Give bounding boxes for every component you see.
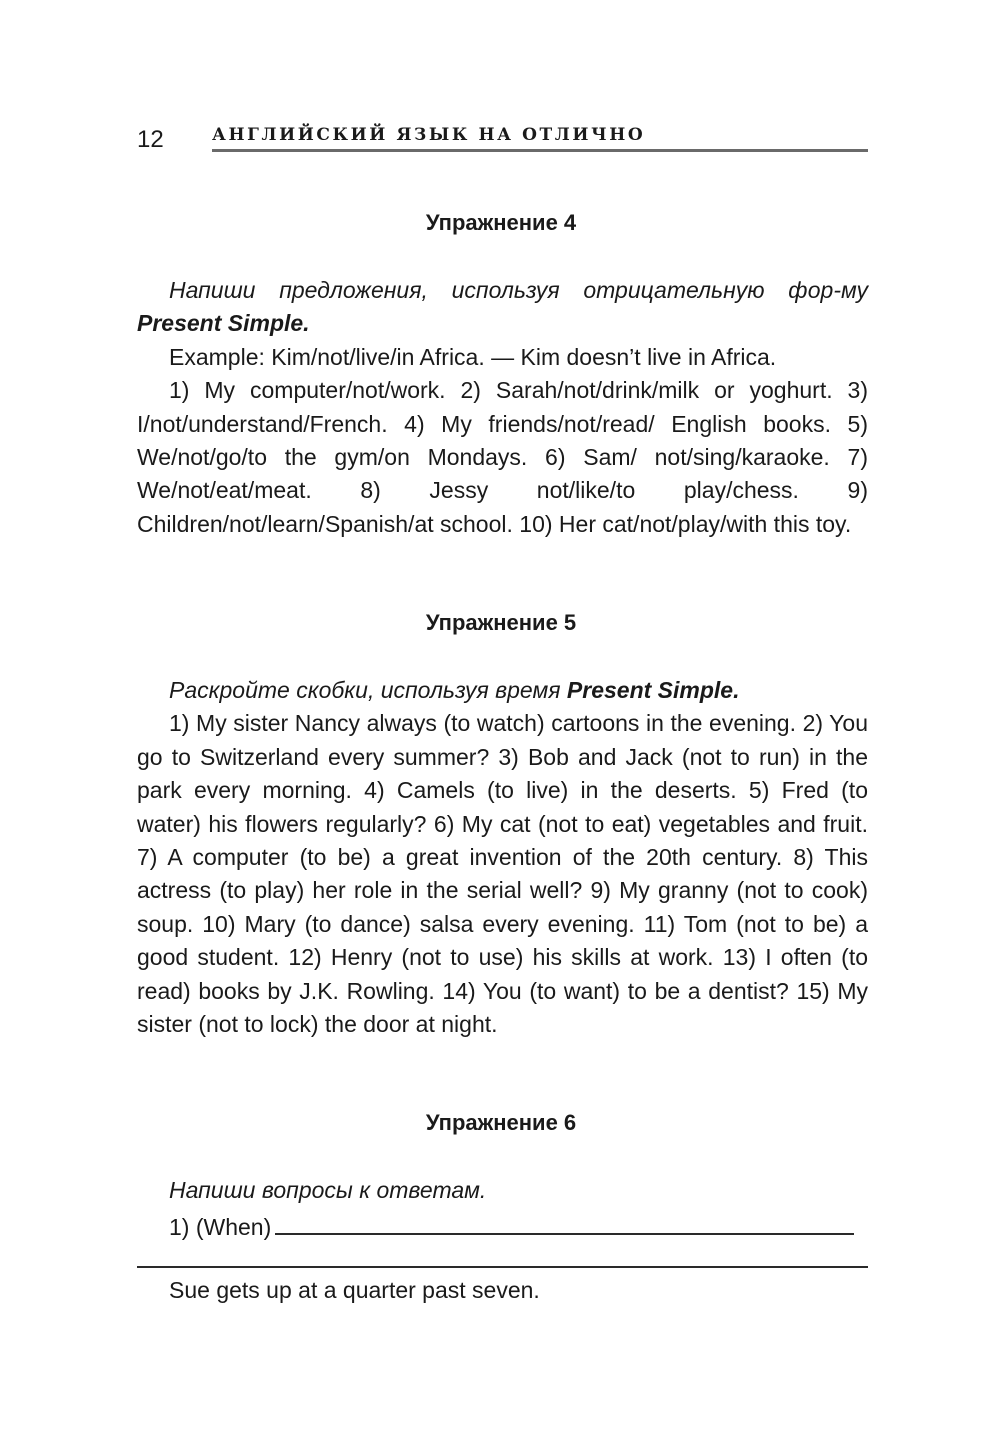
running-title: АНГЛИЙСКИЙ ЯЗЫК НА ОТЛИЧНО — [212, 125, 646, 145]
header-rule — [212, 149, 868, 152]
exercise-4-example: Example: Kim/not/live/in Africa. — Kim doesn’t live in Africa. — [169, 343, 777, 370]
exercise-5-instruction-text: Раскройте скобки, используя время — [169, 677, 567, 703]
exercise-6-item-1-answer: Sue gets up at a quarter past seven. — [169, 1277, 540, 1303]
exercise-5-tasks: 1) My sister Nancy always (to watch) cartoons in the evening. 2) You go to Switzerland every summer? 3) Bob and Jack (not to run) in the park every morning. 4) Camels (to live) in the deserts. 5) Fred (to water) his flowers regularly? 6) My cat (not to eat) vegetables and fruit. 7) A computer (to be) a great invention of the 20th century. 8) This actress (to play) her role in the serial well? 9) My granny (not to cook) soup. 10) Mary (to dance) salsa every evening. 11) Tom (not to be) a good student. 12) Henry (not to use) his skills at work. 13) I often (to read) books by J.K. Rowling. 14) You (to want) to be a dentist? 15) My sister (not to lock) the door at night. — [137, 710, 868, 1038]
exercise-6-instruction: Напиши вопросы к ответам. — [169, 1177, 487, 1203]
exercise-6-item-1-prompt: 1) (When) — [169, 1214, 272, 1241]
exercise-4-instruction — [137, 274, 868, 341]
exercise-4-instruction-text: Напиши предложения, используя отрицательную фор-му — [169, 277, 868, 303]
exercise-4-title: Упражнение 4 — [425, 210, 577, 235]
exercise-6-body — [137, 1174, 868, 1245]
exercise-5-instruction-bold: Present Simple. — [566, 677, 740, 703]
exercise-5-title: Упражнение 5 — [425, 610, 577, 635]
exercise-6-title: Упражнение 6 — [425, 1110, 577, 1135]
exercise-4-tasks: 1) My computer/not/work. 2) Sarah/not/drink/milk or yoghurt. 3) I/not/understand/French. 4) My friends/not/read/ English books. 5) We/not/go/to the gym/on Mondays. 6) Sam/ not/sing/karaoke. 7) We/not/eat/meat. 8) Jessy not/like/to play/chess. 9) Children/not/learn/Spanish/at school. 10) Her cat/not/play/with this toy. — [137, 377, 868, 537]
page-number: 12 — [137, 126, 164, 153]
exercise-5-instruction — [137, 674, 868, 707]
answer-blank-full-line[interactable] — [137, 1266, 868, 1268]
exercise-4-body — [137, 274, 868, 541]
exercise-5-body — [137, 674, 868, 1041]
exercise-6-item-1 — [137, 1207, 868, 1244]
exercise-4-instruction-bold: Present Simple. — [137, 310, 310, 337]
answer-blank-line[interactable] — [275, 1207, 854, 1235]
